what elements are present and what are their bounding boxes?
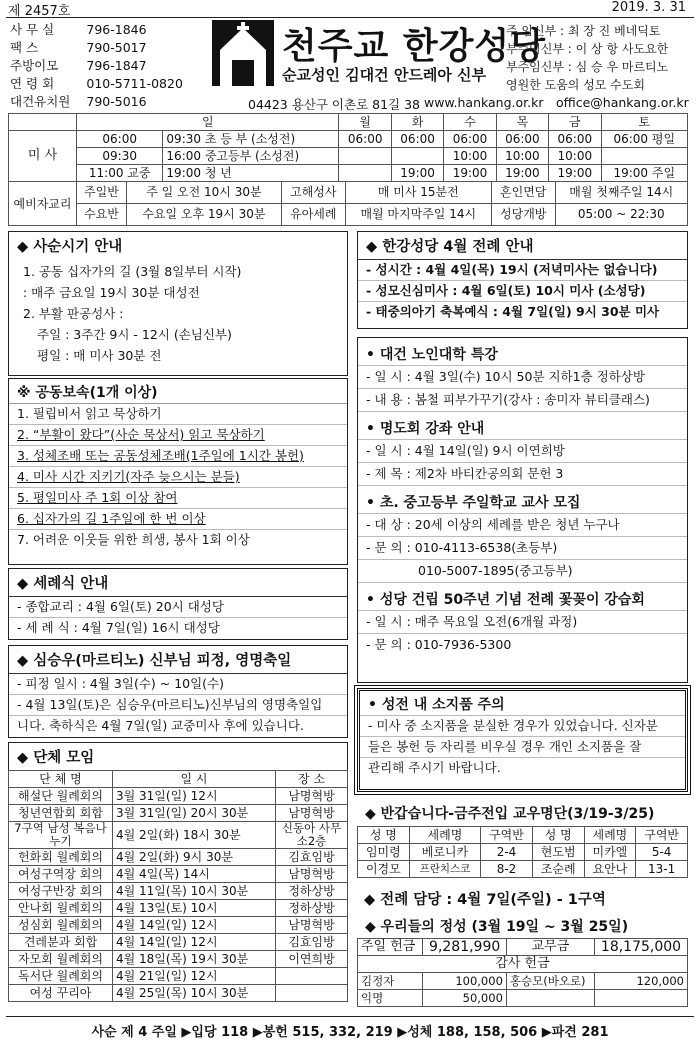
welcome-cell: 이경모 xyxy=(358,861,410,878)
mass-day-header: 화 xyxy=(391,114,443,131)
welcome-header: 세례명 xyxy=(409,827,480,844)
welcome-header-row xyxy=(358,827,688,844)
baptism-line: - 세 례 식 : 4월 7일(일) 16시 대성당 xyxy=(17,620,220,635)
groups-cell: 4월 2일(화) 9시 30분 xyxy=(113,849,276,866)
penance-item: 6. 십자가의 길 1주일에 한 번 이상 xyxy=(9,509,347,530)
welcome-header: 구역반 xyxy=(481,827,533,844)
lent-line: 1. 공동 십자가의 길 (3월 8일부터 시작) xyxy=(23,264,242,279)
offering-cell: 50,000 xyxy=(423,990,506,1007)
belongings-box xyxy=(357,688,688,792)
welcome-row xyxy=(358,861,688,878)
belongings-line: 관리해 주시기 바랍니다. xyxy=(368,760,501,775)
church-subtitle: 순교성인 김대건 안드레아 신부 xyxy=(282,66,487,84)
lent-line: 주일 : 3주간 9시 - 12시 (손님신부) xyxy=(37,327,232,342)
notice-line: 010-5007-1895(중고등부) xyxy=(358,560,687,583)
mass-label: 미 사 xyxy=(9,131,77,182)
mass-row xyxy=(9,148,688,165)
address: 04423 용산구 이촌로 81길 38 xyxy=(248,97,420,112)
notice-line: - 문 의 : 010-4113-6538(초등부) xyxy=(358,537,687,560)
penance-item: 4. 미사 시간 지키기(자주 늦으시는 분들) xyxy=(9,467,347,488)
groups-cell: 김효임방 xyxy=(276,934,348,951)
groups-cell: 정하상방 xyxy=(276,883,348,900)
groups-cell: 4월 13일(토) 10시 xyxy=(113,900,276,917)
penance-item: 1. 필립비서 읽고 묵상하기 xyxy=(9,404,347,425)
groups-row xyxy=(9,951,348,968)
notice-title: • 성당 건립 50주년 기념 전례 꽃꽂이 강습회 xyxy=(358,583,687,611)
mass-time: 16:00 중고등부 (소성전) xyxy=(163,148,339,165)
issue-date: 2019. 3. 31 xyxy=(611,0,686,15)
groups-cell: 4월 4일(목) 14시 xyxy=(113,866,276,883)
mass-time xyxy=(391,148,443,165)
groups-table xyxy=(8,770,348,1002)
groups-cell: 7구역 남성 복음나누기 xyxy=(9,822,113,849)
notice-title: • 대건 노인대학 특강 xyxy=(358,338,687,366)
priest-line: - 4월 13일(토)은 심승우(마르티노)신부님의 영명축일입 xyxy=(9,695,347,716)
priest-box xyxy=(8,645,348,738)
contact-row xyxy=(10,21,183,39)
groups-row xyxy=(9,900,348,917)
event-cell: 수요반 xyxy=(77,204,127,226)
mass-time: 06:00 평일 xyxy=(601,131,687,148)
penance-item: 7. 어려운 이웃들 위한 희생, 봉사 1회 이상 xyxy=(17,532,250,547)
baptism-title: ◆ 세례식 안내 xyxy=(9,569,347,597)
contact-row xyxy=(10,93,183,111)
groups-cell: 4월 11일(목) 10시 30분 xyxy=(113,883,276,900)
groups-cell: 성심회 월례회의 xyxy=(9,917,113,934)
contact-row xyxy=(10,75,183,93)
groups-cell: 남명혁방 xyxy=(276,917,348,934)
mass-corner xyxy=(9,114,77,131)
april-liturgy-line: - 성모신심미사 : 4월 6일(토) 10시 미사 (소성당) xyxy=(358,281,687,302)
welcome-cell: 요안나 xyxy=(584,861,636,878)
event-cell: 05:00 ~ 22:30 xyxy=(555,204,687,226)
welcome-header: 세례명 xyxy=(584,827,636,844)
priest-title: ◆ 심승우(마르티노) 신부님 피정, 영명축일 xyxy=(9,646,347,674)
notice-title: • 초. 중고등부 주일학교 교사 모집 xyxy=(358,486,687,514)
baptism-line: - 종합교리 : 4월 6일(토) 20시 대성당 xyxy=(9,597,347,618)
welcome-cell: 현도범 xyxy=(532,844,584,861)
offering-cell: 홍승모(바오로) xyxy=(506,973,594,990)
mass-day-header: 목 xyxy=(496,114,548,131)
mass-time: 19:00 xyxy=(496,165,548,182)
belongings-line: 들은 봉헌 등 자리를 비우실 경우 개인 소지품을 잘 xyxy=(360,737,685,758)
welcome-header: 성 명 xyxy=(358,827,410,844)
notice-line: - 일 시 : 4월 14일(일) 9시 이연희방 xyxy=(358,440,687,463)
church-logo xyxy=(212,20,274,86)
mass-time: 09:30 xyxy=(77,148,163,165)
offering-title: ◆ 우리들의 정성 (3월 19일 ~ 3월 25일) xyxy=(365,919,629,935)
lent-line: : 매주 금요일 19시 30분 대성전 xyxy=(23,285,200,300)
mass-schedule-table xyxy=(8,113,688,182)
groups-cell: 안나회 월례회의 xyxy=(9,900,113,917)
offering-table xyxy=(357,938,688,1007)
mass-time: 10:00 xyxy=(444,148,496,165)
groups-cell: 4월 2일(화) 18시 30분 xyxy=(113,822,276,849)
offering-cell: 김정자 xyxy=(358,973,423,990)
event-cell: 성당개방 xyxy=(491,204,555,226)
mass-time: 10:00 xyxy=(549,148,601,165)
mass-time: 06:00 xyxy=(444,131,496,148)
duty-title: ◆ 전례 담당 : 4월 7일(주일) - 1구역 xyxy=(364,892,606,908)
offering-cell: 120,000 xyxy=(595,973,688,990)
contact-label: 연 령 회 xyxy=(10,76,55,91)
penance-title: ※ 공동보속(1개 이상) xyxy=(9,379,347,404)
groups-header-row xyxy=(9,771,348,788)
contact-list xyxy=(10,21,183,111)
contact-value: 790-5017 xyxy=(86,40,147,55)
notice-line: - 대 상 : 20세 이상의 세례를 받은 청년 누구나 xyxy=(358,514,687,537)
clergy-list xyxy=(506,22,668,94)
welcome-cell: 5-4 xyxy=(636,844,688,861)
notice-title: • 명도회 강좌 안내 xyxy=(358,412,687,440)
contact-row xyxy=(10,39,183,57)
mass-row xyxy=(9,131,688,148)
welcome-cell: 8-2 xyxy=(481,861,533,878)
notice-line: - 일 시 : 매주 목요일 오전(6개월 과정) xyxy=(358,611,687,634)
penance-item: 3. 성체조배 또는 공동성체조배(1주일에 1시간 봉헌) xyxy=(9,446,347,467)
contact-value: 796-1847 xyxy=(86,58,147,73)
footer-rule xyxy=(6,1016,694,1017)
groups-header: 장 소 xyxy=(276,771,348,788)
contact-label: 대건유치원 xyxy=(10,94,71,109)
notice-line: - 내 용 : 봄철 피부가꾸기(강사 : 송미자 뷰티클래스) xyxy=(358,389,687,412)
clergy-line: 영원한 도움의 성모 수도회 xyxy=(506,78,645,92)
mass-time: 06:00 xyxy=(77,131,163,148)
groups-cell: 자모회 월례회의 xyxy=(9,951,113,968)
mass-time: 19:00 주일 xyxy=(601,165,687,182)
groups-row xyxy=(9,822,348,849)
offering-row xyxy=(358,990,688,1007)
mass-time xyxy=(339,165,391,182)
fee-label: 교무금 xyxy=(506,939,594,956)
groups-row xyxy=(9,866,348,883)
mass-row xyxy=(9,165,688,182)
welcome-title: ◆ 반갑습니다-금주전입 교우명단(3/19-3/25) xyxy=(365,806,655,822)
groups-cell: 4월 14일(일) 12시 xyxy=(113,917,276,934)
groups-cell: 남명혁방 xyxy=(276,788,348,805)
groups-row xyxy=(9,917,348,934)
contact-value: 010-5711-0820 xyxy=(86,76,183,91)
groups-row xyxy=(9,934,348,951)
groups-cell xyxy=(276,985,348,1002)
groups-title: ◆ 단체 모임 xyxy=(8,742,348,770)
mass-time: 06:00 xyxy=(391,131,443,148)
contact-label: 팩 스 xyxy=(10,40,39,55)
church-name: 천주교 한강성당 xyxy=(282,25,546,67)
welcome-cell: 베로니카 xyxy=(409,844,480,861)
welcome-cell: 임미령 xyxy=(358,844,410,861)
event-cell: 고해성사 xyxy=(282,182,346,204)
contact-label: 사 무 실 xyxy=(10,22,55,37)
groups-row xyxy=(9,788,348,805)
lent-line: 2. 부활 판공성사 : xyxy=(23,306,124,321)
mass-time xyxy=(339,148,391,165)
event-cell: 주일반 xyxy=(77,182,127,204)
sunday-label: 주일 헌금 xyxy=(358,939,423,956)
event-cell: 주 일 오전 10시 30분 xyxy=(126,182,281,204)
april-liturgy-box xyxy=(357,231,688,329)
groups-cell xyxy=(276,968,348,985)
mass-day-header: 금 xyxy=(549,114,601,131)
groups-cell: 청년연합회 회합 xyxy=(9,805,113,822)
welcome-row xyxy=(358,844,688,861)
groups-cell: 이연희방 xyxy=(276,951,348,968)
thanks-label: 감사 헌금 xyxy=(358,956,688,973)
contact-value: 796-1846 xyxy=(86,22,147,37)
lent-line: 평일 : 매 미사 30분 전 xyxy=(37,348,162,363)
groups-cell: 해설단 월례회의 xyxy=(9,788,113,805)
priest-line: - 피정 일시 : 4월 3일(수) ~ 10일(수) xyxy=(9,674,347,695)
welcome-cell: 조순례 xyxy=(532,861,584,878)
offering-cell xyxy=(506,990,594,1007)
mass-header-row xyxy=(9,114,688,131)
mass-time: 06:00 xyxy=(549,131,601,148)
mass-time: 19:00 xyxy=(391,165,443,182)
groups-cell: 여성구반장 회의 xyxy=(9,883,113,900)
website-link[interactable]: www.hankang.or.kr xyxy=(424,95,544,110)
groups-box xyxy=(8,742,348,1012)
groups-row xyxy=(9,883,348,900)
welcome-table xyxy=(357,826,688,878)
mass-time: 19:00 청 년 xyxy=(163,165,339,182)
groups-cell: 견레분과 회합 xyxy=(9,934,113,951)
offering-cell xyxy=(595,990,688,1007)
sunday-value: 9,281,990 xyxy=(423,939,506,956)
clergy-line: 주 임신부 : 최 장 진 베네딕토 xyxy=(506,24,661,38)
mass-time: 19:00 xyxy=(444,165,496,182)
groups-cell: 여성 꾸리아 xyxy=(9,985,113,1002)
event-cell: 매월 마지막주일 14시 xyxy=(345,204,491,226)
notice-line: - 제 목 : 제2차 바티칸공의회 문헌 3 xyxy=(358,463,687,486)
contact-value: 790-5016 xyxy=(86,94,147,109)
groups-cell: 3월 31일(일) 20시 30분 xyxy=(113,805,276,822)
groups-cell: 남명혁방 xyxy=(276,805,348,822)
event-cell: 수요일 오후 19시 30분 xyxy=(126,204,281,226)
hymn-footer: 사순 제 4 주일 ▶입당 118 ▶봉헌 515, 332, 219 ▶성체 188, 158, 506 ▶파견 281 xyxy=(91,1025,609,1040)
groups-cell: 4월 25일(목) 10시 30분 xyxy=(113,985,276,1002)
offering-cell: 100,000 xyxy=(423,973,506,990)
welcome-cell: 프란치스코 xyxy=(409,861,480,878)
groups-cell: 4월 21일(일) 12시 xyxy=(113,968,276,985)
event-cell: 매월 첫째주일 14시 xyxy=(555,182,687,204)
notices-box xyxy=(357,337,688,683)
mass-time: 06:00 xyxy=(339,131,391,148)
mass-time xyxy=(601,148,687,165)
april-liturgy-title: ◆ 한강성당 4월 전례 안내 xyxy=(358,232,687,260)
notice-line: - 문 의 : 010-7936-5300 xyxy=(366,637,512,652)
notice-line: - 일 시 : 4월 3일(수) 10시 50분 지하1층 정하상방 xyxy=(358,366,687,389)
welcome-cell: 2-4 xyxy=(481,844,533,861)
groups-cell: 독서단 월례회의 xyxy=(9,968,113,985)
event-cell: 매 미사 15분전 xyxy=(345,182,491,204)
welcome-cell: 미카엘 xyxy=(584,844,636,861)
groups-cell: 4월 18일(목) 19시 30분 xyxy=(113,951,276,968)
priest-line: 니다. 축하식은 4월 7일(일) 교중미사 후에 있습니다. xyxy=(17,718,304,733)
groups-cell: 3월 31일(일) 12시 xyxy=(113,788,276,805)
belongings-line: - 미사 중 소지품을 분실한 경우가 있었습니다. 신자분 xyxy=(360,716,685,737)
mass-day-header: 월 xyxy=(339,114,391,131)
groups-row xyxy=(9,968,348,985)
mass-day-header: 토 xyxy=(601,114,687,131)
groups-row xyxy=(9,985,348,1002)
baptism-box xyxy=(8,568,348,640)
contact-label: 주방이모 xyxy=(10,58,59,73)
groups-cell: 4월 14일(일) 12시 xyxy=(113,934,276,951)
groups-header: 단 체 명 xyxy=(9,771,113,788)
event-row xyxy=(9,204,688,226)
welcome-box xyxy=(357,800,688,880)
mass-time: 10:00 xyxy=(496,148,548,165)
issue-number: 제 2457호 xyxy=(8,4,71,19)
mass-time: 06:00 xyxy=(496,131,548,148)
mass-day-header: 일 xyxy=(77,114,339,131)
event-cell: 유아세례 xyxy=(282,204,346,226)
mass-day-header: 수 xyxy=(444,114,496,131)
clergy-line: 부주임신부 : 이 상 항 사도요한 xyxy=(506,42,669,56)
groups-cell: 여성구역장 회의 xyxy=(9,866,113,883)
lent-title: ◆ 사순시기 안내 xyxy=(17,239,123,255)
groups-cell: 김효임방 xyxy=(276,849,348,866)
event-row xyxy=(9,182,688,204)
mass-time: 11:00 교중 xyxy=(77,165,163,182)
fee-value: 18,175,000 xyxy=(595,939,688,956)
clergy-line: 부주임신부 : 심 승 우 마르티노 xyxy=(506,60,669,74)
groups-cell: 헌화회 월례회의 xyxy=(9,849,113,866)
groups-cell: 정하상방 xyxy=(276,900,348,917)
penance-item: 5. 평일미사 주 1회 이상 참여 xyxy=(9,488,347,509)
lent-box xyxy=(8,231,348,376)
mass-time: 09:30 초 등 부 (소성전) xyxy=(163,131,339,148)
penance-box xyxy=(8,378,348,565)
belongings-title: • 성전 내 소지품 주의 xyxy=(360,691,685,716)
groups-row xyxy=(9,805,348,822)
contact-row xyxy=(10,57,183,75)
offering-cell: 익명 xyxy=(358,990,423,1007)
groups-cell: 남명혁방 xyxy=(276,866,348,883)
groups-cell: 신동아 사무소2층 xyxy=(276,822,348,849)
april-liturgy-line: - 성시간 : 4월 4일(목) 19시 (저녁미사는 없습니다) xyxy=(358,260,687,281)
offering-row xyxy=(358,973,688,990)
offering-box xyxy=(357,913,688,1013)
welcome-cell: 13-1 xyxy=(636,861,688,878)
penance-item: 2. “부활이 왔다”(사순 묵상서) 읽고 묵상하기 xyxy=(9,425,347,446)
welcome-header: 구역반 xyxy=(636,827,688,844)
email-link[interactable]: office@hankang.or.kr xyxy=(556,95,689,110)
welcome-header: 성 명 xyxy=(532,827,584,844)
event-cell: 혼인면담 xyxy=(491,182,555,204)
event-label: 예비자교리 xyxy=(9,182,77,226)
mass-time: 19:00 xyxy=(549,165,601,182)
groups-header: 일 시 xyxy=(113,771,276,788)
event-table xyxy=(8,181,688,226)
april-liturgy-line: - 태중의아기 축복예식 : 4월 7일(일) 9시 30분 미사 xyxy=(366,304,660,319)
groups-row xyxy=(9,849,348,866)
